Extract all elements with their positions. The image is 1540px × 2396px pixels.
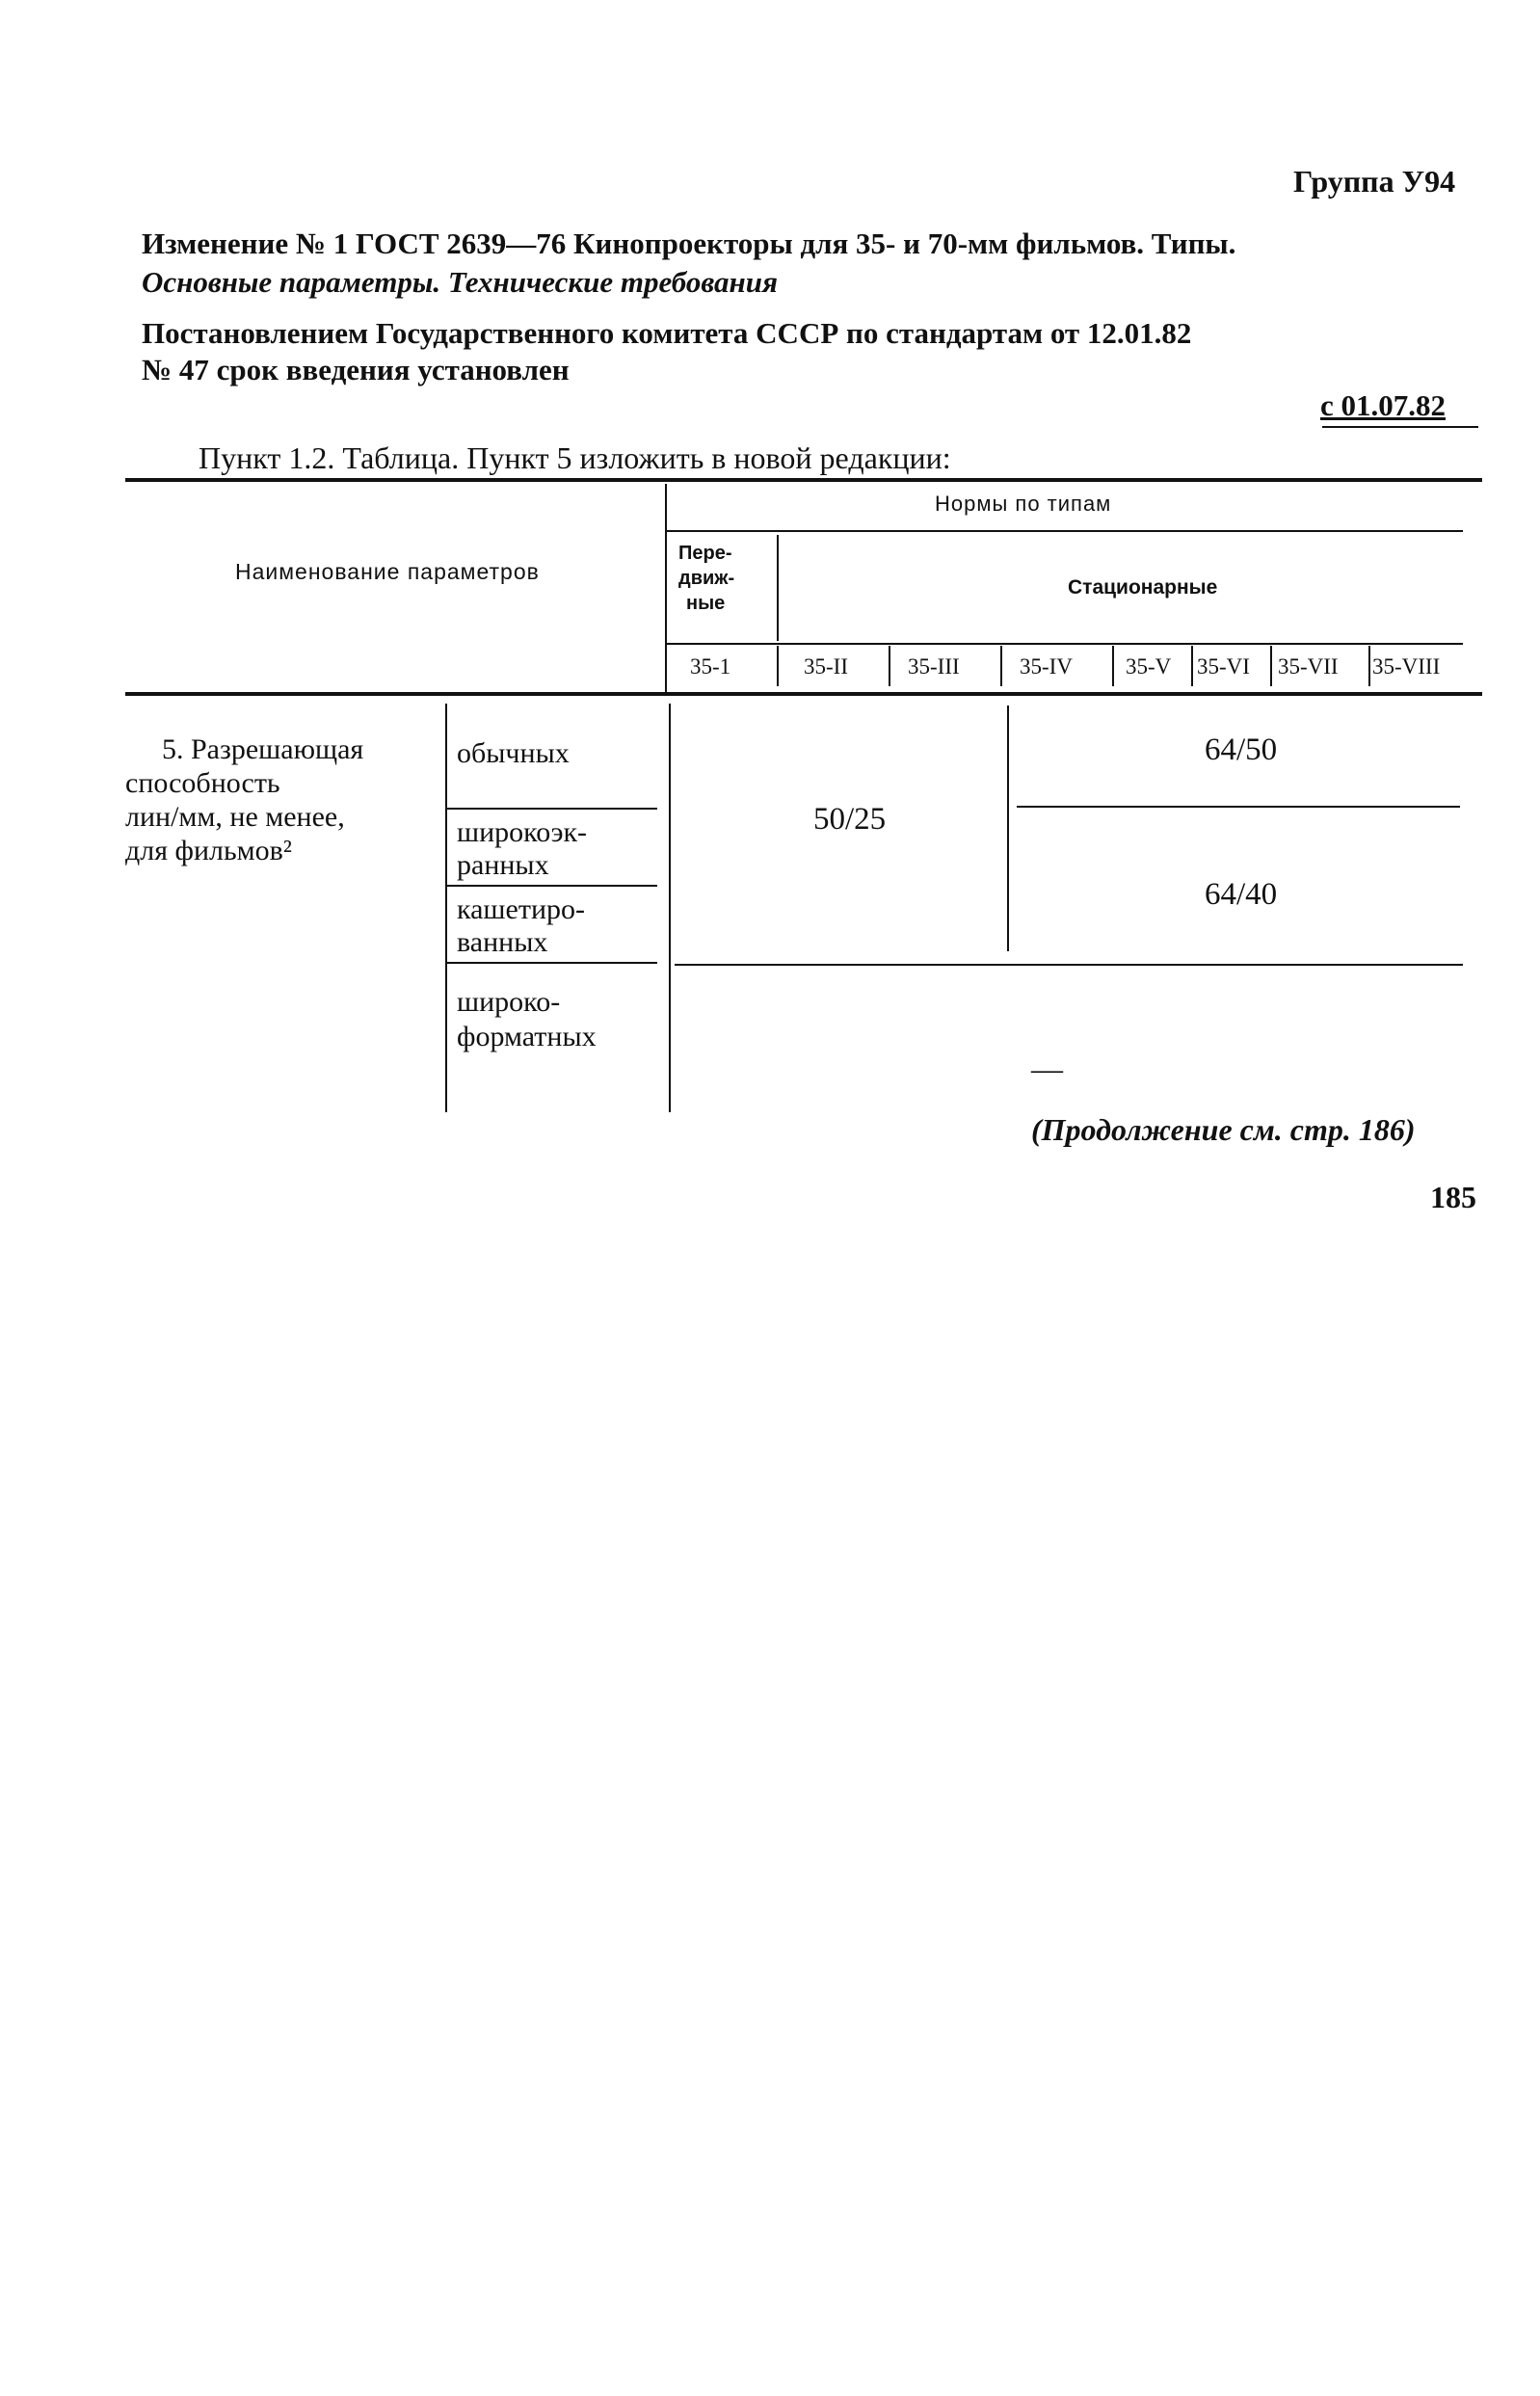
value-rule-1 <box>1017 806 1460 808</box>
value-cached: 64/40 <box>1205 877 1278 912</box>
param-name-line-3: лин/мм, не менее, <box>125 801 345 833</box>
decree-line-1: Постановлением Государственного комитета СССР по стандартам от 12.01.82 <box>142 316 1192 350</box>
stationary-header: Стационарные <box>1068 576 1218 599</box>
type-35-1: 35-1 <box>690 654 731 679</box>
header-divider-mobile <box>777 535 779 641</box>
table-top-rule <box>125 478 1482 482</box>
type-35-8: 35-VIII <box>1372 654 1441 679</box>
type-35-3: 35-III <box>908 654 960 679</box>
film-type-cached-line-1: кашетиро- <box>457 893 586 925</box>
param-name-line-1: 5. Разрешающая <box>162 733 364 765</box>
type-divider-6 <box>1270 646 1272 686</box>
types-rule <box>667 643 1463 645</box>
value-mobile-and-early: 50/25 <box>813 802 887 837</box>
page-number: 185 <box>1430 1180 1476 1214</box>
film-rule-1 <box>447 808 657 810</box>
film-type-widescreen-line-2: ранных <box>457 849 549 881</box>
film-type-wideformat-line-2: форматных <box>457 1021 597 1052</box>
value-rule-2 <box>675 964 1463 966</box>
film-type-ordinary: обычных <box>457 737 570 769</box>
title-line-2: Основные параметры. Технические требования <box>142 265 778 299</box>
value-wideformat: — <box>1031 1052 1063 1087</box>
type-35-5: 35-V <box>1126 654 1172 679</box>
param-name-line-2: способность <box>125 767 280 799</box>
group-code: Группа У94 <box>1293 164 1456 199</box>
type-divider-2 <box>889 646 890 686</box>
type-35-2: 35-II <box>804 654 848 679</box>
type-35-4: 35-IV <box>1020 654 1073 679</box>
body-divider-values <box>1007 705 1009 951</box>
mobile-header-line-2: движ- <box>678 568 735 589</box>
film-rule-2 <box>447 885 657 887</box>
continuation-note: (Продолжение см. стр. 186) <box>1031 1112 1416 1147</box>
type-divider-5 <box>1191 646 1193 686</box>
param-header: Наименование параметров <box>235 559 540 584</box>
title-line-1: Изменение № 1 ГОСТ 2639—76 Кинопроекторы для 35- и 70-мм фильмов. Типы. <box>142 226 1236 260</box>
film-type-widescreen-line-1: широкоэк- <box>457 816 588 848</box>
type-divider-1 <box>777 646 779 686</box>
table-header-bottom-rule <box>125 692 1482 696</box>
type-divider-4 <box>1112 646 1114 686</box>
header-divider-params <box>665 484 667 692</box>
norms-rule <box>667 530 1463 532</box>
type-divider-3 <box>1000 646 1002 686</box>
type-35-7: 35-VII <box>1278 654 1339 679</box>
date-underline <box>1322 426 1478 428</box>
intro-paragraph: Пункт 1.2. Таблица. Пункт 5 изложить в новой редакции: <box>199 440 951 475</box>
type-35-6: 35-VI <box>1197 654 1250 679</box>
norms-header: Нормы по типам <box>935 492 1112 516</box>
film-rule-3 <box>447 962 657 964</box>
film-type-cached-line-2: ванных <box>457 926 548 958</box>
param-name-line-4: для фильмов² <box>125 835 292 866</box>
decree-line-2: № 47 срок введения установлен <box>142 353 570 386</box>
film-type-wideformat-line-1: широко- <box>457 986 561 1018</box>
effective-date: с 01.07.82 <box>1320 388 1447 422</box>
body-divider-film <box>669 704 671 1112</box>
value-ordinary: 64/50 <box>1205 732 1278 767</box>
mobile-header-line-1: Пере- <box>678 543 732 564</box>
type-divider-7 <box>1368 646 1370 686</box>
body-divider-param <box>445 704 447 1112</box>
mobile-header-line-3: ные <box>686 593 726 614</box>
